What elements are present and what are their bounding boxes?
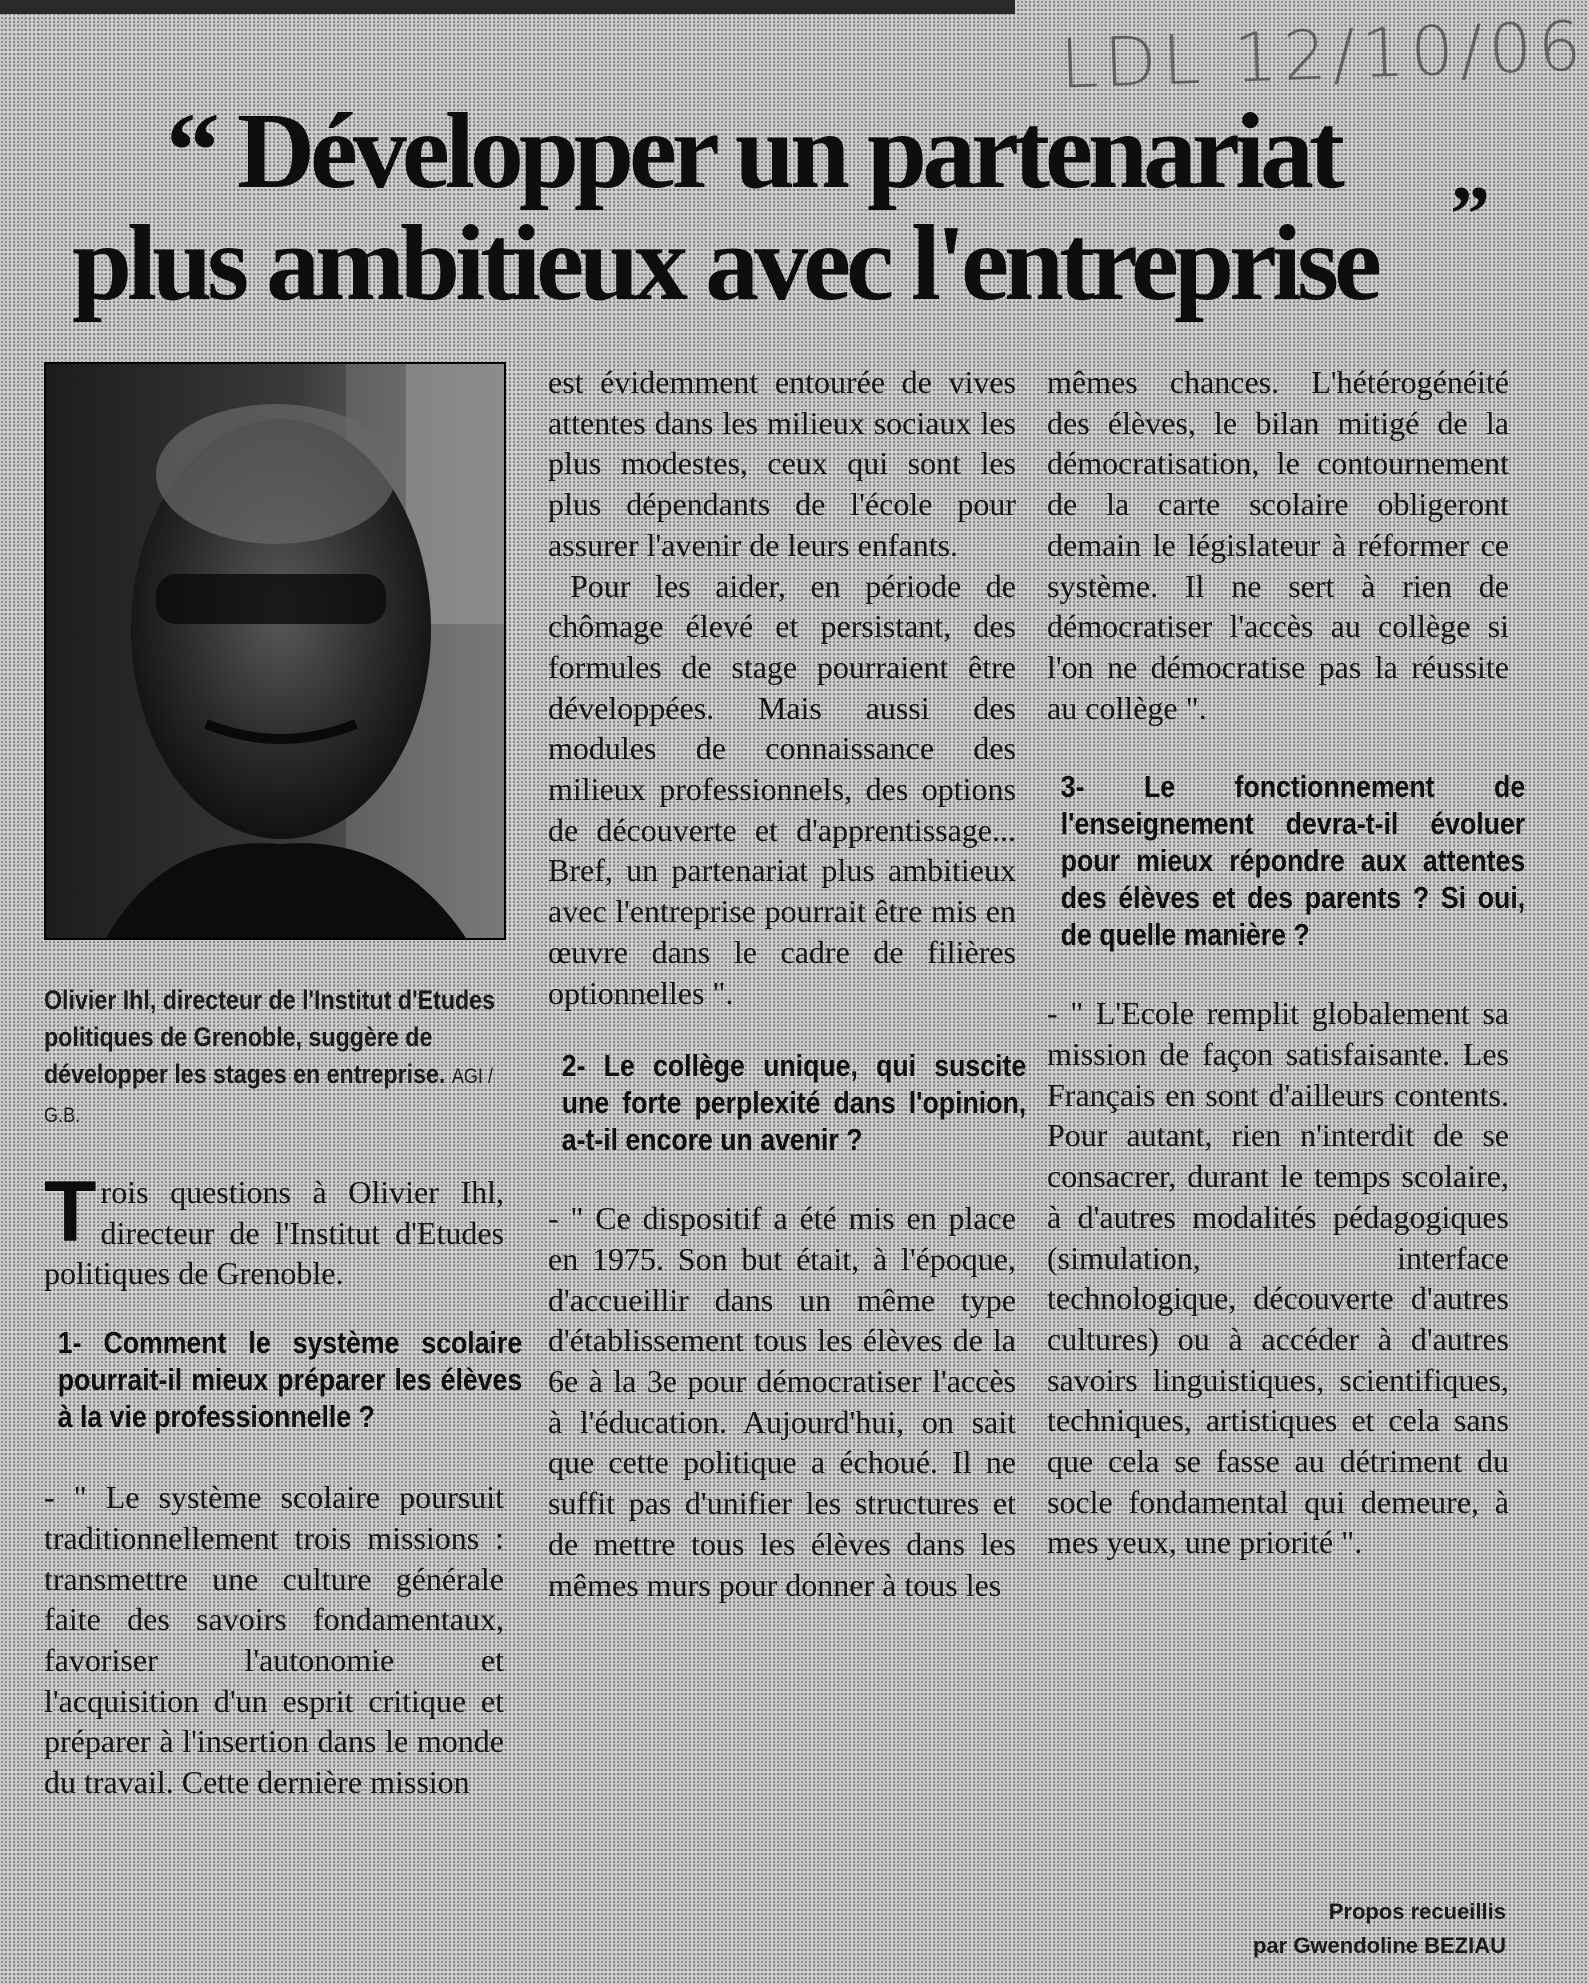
answer-1-part-1: - " Le système scolaire poursuit traditionnellement trois missions : transmettre une culture générale faite des savoirs fondamentaux, favoriser l'autonomie et l'acquisition d'un esprit critique et préparer à l'insertion dans le monde du travail. Cette dernière mission (44, 1479, 504, 1801)
headline-line-1: “ Développer un partenariat (166, 92, 1340, 211)
photo-caption-text: Olivier Ihl, directeur de l'Institut d'Etudes politiques de Grenoble, suggère de développer les stages en entreprise. (44, 985, 496, 1089)
column-3 (1047, 362, 1526, 1563)
byline-line-2: par Gwendoline BEZIAU (1252, 1933, 1506, 1958)
portrait-photo-image (46, 364, 504, 938)
question-3: 3- Le fonctionnement de l'enseignement devra-t-il évoluer pour mieux répondre aux attentes des élèves et des parents ? Si oui, de quelle manière ? (1060, 769, 1526, 953)
byline (1196, 1895, 1506, 1963)
handwritten-date-note: LDL 12/10/06 (1058, 7, 1589, 105)
article-headline (62, 92, 1482, 323)
headline-line-2: plus ambitieux avec l'entreprise (72, 204, 1377, 323)
column-2 (548, 362, 1027, 1605)
answer-2-part-1: - " Ce dispositif a été mis en place en 1975. Son but était, à l'époque, d'accueillir dans un même type d'établissement tous les élèves de la 6e à la 3e pour démocratiser l'accès à l'éducation. Aujourd'hui, on sait que cette politique a échoué. Il ne suffit pas d'unifier les structures et de mettre tous les élèves dans les mêmes murs pour donner à tous les (548, 1200, 1016, 1603)
headline-closing-quote: ” (1450, 171, 1490, 259)
question-2: 2- Le collège unique, qui suscite une forte perplexité dans l'opinion, a-t-il encore un avenir ? (561, 1048, 1027, 1158)
answer-3: - " L'Ecole remplit globalement sa mission de façon satisfaisante. Les Français en sont d'ailleurs contents. Pour autant, rien n'interdit de se consacrer, durant le temps scolaire, à d'autres modalités pédagogiques (simulation, interface technologique, découverte d'autres cultures) ou à accéder à d'autres savoirs linguistiques, scientifiques, techniques, artistiques et cela sans que cela se fasse au détriment du socle fondamental qui demeure, à mes yeux, une priorité ". (1047, 995, 1509, 1561)
intro-text: rois questions à Olivier Ihl, directeur de l'Institut d'Etudes politiques de Grenoble. (44, 1174, 504, 1292)
top-rule-bar (0, 0, 1015, 14)
column-1 (44, 1164, 523, 1803)
answer-2-part-2: mêmes chances. L'hétérogénéité des élèves, le bilan mitigé de la démocratisation, le contournement de la carte scolaire obligeront demain le législateur à réformer ce système. Il ne sert à rien de démocratiser l'accès au collège si l'on ne démocratise pas la réussite au collège ". (1047, 364, 1509, 726)
question-1: 1- Comment le système scolaire pourrait-il mieux préparer les élèves à la vie professionnelle ? (57, 1325, 523, 1435)
portrait-photo (44, 362, 506, 940)
intro-paragraph (44, 1164, 504, 1294)
photo-credit: AGI / G.B. (44, 1065, 493, 1127)
answer-1-part-3: Pour les aider, en période de chômage élevé et persistant, des formules de stage pourraient être développées. Mais aussi des modules de connaissance des milieux professionnels, des options de découverte et d'apprentissage... Bref, un partenariat plus ambitieux avec l'entreprise pourrait être mis en œuvre dans le cadre de filières optionnelles ". (548, 567, 1016, 1011)
intro-dropcap: T (44, 1164, 97, 1260)
byline-line-1: Propos recueillis (1328, 1899, 1506, 1924)
photo-caption (44, 982, 504, 1134)
answer-1-part-2: est évidemment entourée de vives attentes dans les milieux sociaux les plus modestes, ceux qui sont les plus dépendants de l'école pour assurer l'avenir de leurs enfants. (548, 364, 1016, 563)
